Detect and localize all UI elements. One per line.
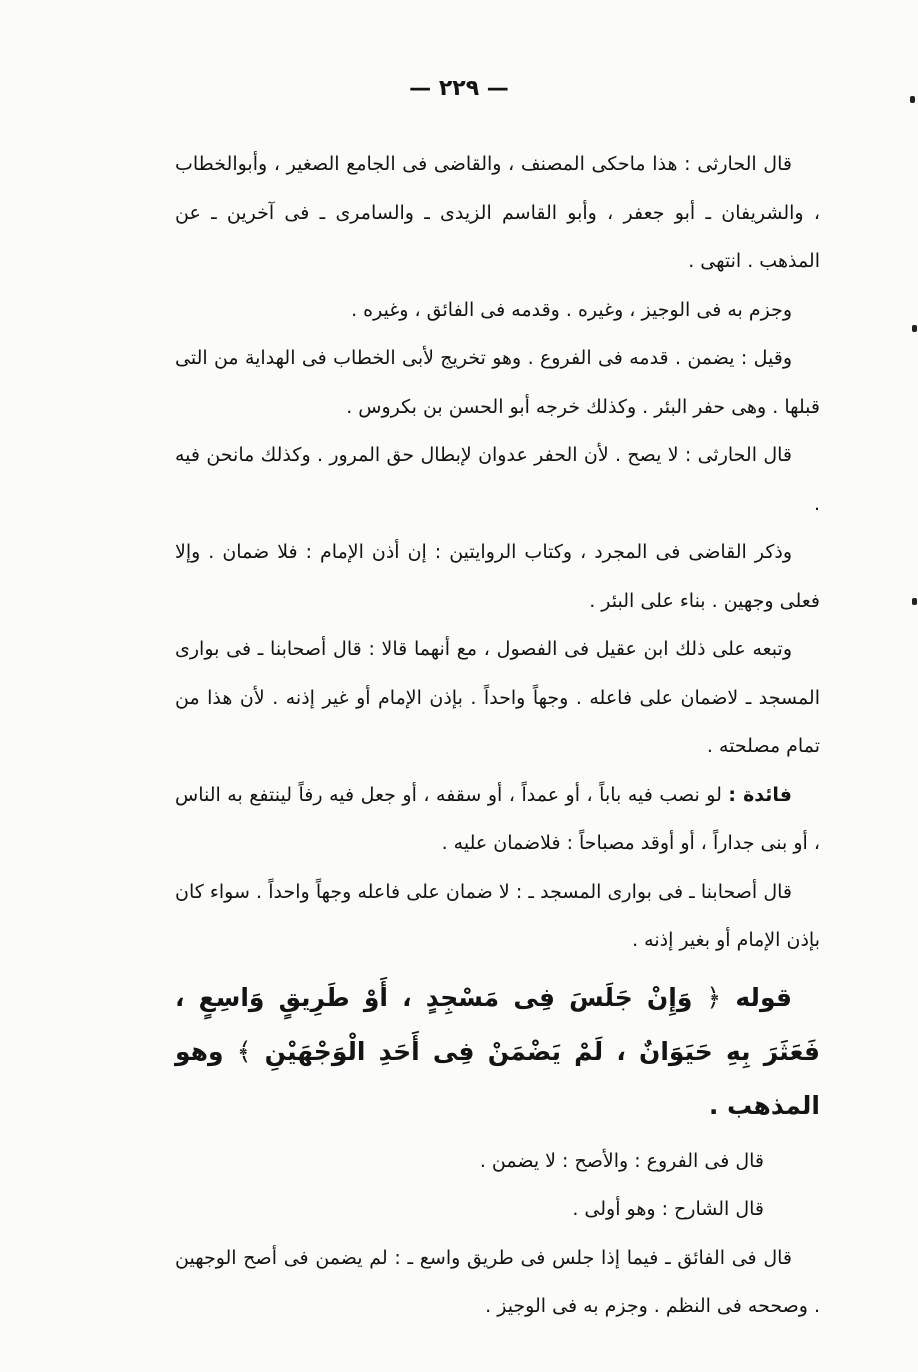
- quote-lead: قوله: [735, 982, 792, 1012]
- margin-mark-3: [912, 598, 917, 605]
- paragraph-3: وقيل : يضمن . قدمه فى الفروع . وهو تخريج لأبى الخطاب فى الهداية من التى قبلها . وهى حفر البئر . وكذلك خرجه أبو الحسن بن بكروس .: [175, 347, 820, 418]
- paragraph-2: وجزم به فى الوجيز ، وغيره . وقدمه فى الفائق ، وغيره .: [351, 298, 792, 321]
- sub-line-1: قال فى الفروع : والأصح : لا يضمن .: [479, 1149, 764, 1172]
- matn-quote: [175, 965, 820, 1137]
- sub-line-2: قال الشارح : وهو أولى .: [572, 1198, 764, 1220]
- paragraph-7: [175, 771, 820, 868]
- quote-close-bracket: ﴾: [236, 1036, 252, 1066]
- margin-mark-1: [910, 96, 915, 103]
- paragraph-last: قال فى الفائق ـ فيما إذا جلس فى طريق واسع ـ : لم يضمن فى أصح الوجهين . وصححه فى النظم . وجزم به فى الوجيز .: [175, 1246, 820, 1317]
- paragraph-4: قال الحارثى : لا يصح . لأن الحفر عدوان لإبطال حق المرور . وكذلك مانحن فيه .: [175, 444, 820, 515]
- margin-mark-2: [912, 325, 917, 332]
- benefit-heading: فائدة :: [728, 783, 792, 806]
- paragraph-6: وتبعه على ذلك ابن عقيل فى الفصول ، مع أنهما قالا : قال أصحابنا ـ فى بوارى المسجد ـ لاضمان على فاعله . وجهاً واحداً . بإذن الإمام أو غير إذنه . لأن هذا من تمام مصلحته .: [175, 638, 820, 757]
- paragraph-8: قال أصحابنا ـ فى بوارى المسجد ـ : لا ضمان على فاعله وجهاً واحداً . سواء كان بإذن الإمام أو بغير إذنه .: [175, 880, 820, 951]
- quote-tail: وهو المذهب .: [175, 1036, 820, 1120]
- body-text: [175, 140, 820, 1331]
- page-number: — ٢٢٩ —: [409, 76, 509, 101]
- quote-open-bracket: ﴿: [706, 982, 722, 1012]
- benefit-text: لو نصب فيه باباً ، أو عمداً ، أو سقفه ، أو جعل فيه رفاً لينتفع به الناس ، أو بنى جداراً ، أو أوقد مصباحاً : فلاضمان عليه .: [175, 783, 820, 854]
- paragraph-5: وذكر القاضى فى المجرد ، وكتاب الروايتين : إن أذن الإمام : فلا ضمان . وإلا فعلى وجهين . بناء على البئر .: [175, 541, 820, 612]
- quote-body: وَإِنْ جَلَسَ فِى مَسْجِدٍ ، أَوْ طَرِيقٍ وَاسِعٍ ، فَعَثَرَ بِهِ حَيَوَانٌ ، لَمْ يَضْمَنْ فِى أَحَدِ الْوَجْهَيْنِ: [175, 982, 820, 1066]
- paragraph-1: قال الحارثى : هذا ماحكى المصنف ، والقاضى فى الجامع الصغير ، وأبوالخطاب ، والشريفان ـ أبو جعفر ، وأبو القاسم الزيدى ـ والسامرى ـ فى آخرين ـ عن المذهب . انتهى .: [175, 153, 820, 272]
